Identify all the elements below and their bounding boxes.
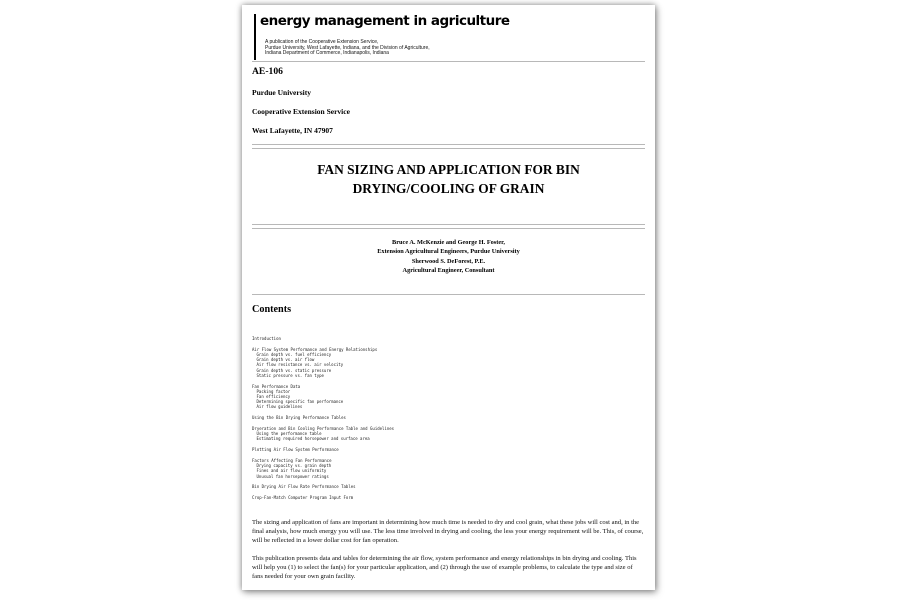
toc-subitem: Static pressure vs. fan type [256,372,324,378]
service-name: Cooperative Extension Service [252,107,350,116]
location: West Lafayette, IN 47907 [252,126,333,135]
toc-subitem: Air flow resistance vs. air velocity [256,362,344,368]
document-title [252,160,645,198]
toc-subitem: Unusual fan horsepower ratings [256,473,329,479]
masthead-sub-line: Purdue University, West Lafayette, Indiana, and the Division of Agriculture, [265,44,430,51]
toc-section [252,495,452,500]
author-line: Agricultural Engineer, Consultant [402,267,495,275]
toc-subitem: Estimating required horsepower and surface area [256,436,370,442]
masthead-title: energy management in agriculture [260,13,510,29]
toc-subitem: Grain depth vs. static pressure [256,367,332,373]
masthead-sub-line: A publication of the Cooperative Extension Service, [265,39,379,45]
body-paragraph: The sizing and application of fans are important in determining how much time is needed to dry and cool grain, what these jobs will cost and, in the final analysis, how much energy you will use. The less time involved in drying and cooling, the less your energy requirement will be. This, of course, will be reflected in a lower dollar cost for fan operation. [252,519,644,545]
author-line: Extension Agricultural Engineers, Purdue University [377,248,520,256]
toc-subitem: Fan efficiency [256,394,291,400]
divider [252,294,645,295]
contents-heading: Contents [252,304,292,315]
masthead [254,14,644,60]
toc-section [252,458,452,479]
author-line: Bruce A. McKenzie and George H. Foster, [392,239,505,246]
toc-section [252,415,452,420]
toc-subitem: Air flow guidelines [256,404,303,410]
toc-section [252,447,452,452]
toc-subitem: Grain depth vs. air flow [256,357,315,363]
toc-section [252,484,452,489]
toc-section-title: Crop-Fan-Match Computer Program Input Form [252,495,354,501]
toc-section-title: Plotting Air Flow System Performance [252,447,339,453]
masthead-subtitle [265,40,430,57]
masthead-sub-line: Indiana Department of Commerce, Indianapolis, Indiana [265,50,389,57]
table-of-contents [252,336,452,506]
toc-subitem: Using the performance table [256,431,322,437]
title-line: DRYING/COOLING OF GRAIN [352,181,545,196]
toc-section-title: Introduction [252,336,281,341]
body-paragraph: This publication presents data and tables for determining the air flow, system performance and energy relationships in bin drying and cooling. This will help you (1) to select the fan(s) for your particular application, and (2) through the use of example problems, to calculate the type and size of fans needed for your own grain facility. [252,555,637,581]
toc-section-title: Factors Affecting Fan Performance [252,458,332,464]
document-id: AE-106 [252,66,283,77]
divider [252,228,645,229]
toc-section-title: Using the Bin Drying Performance Tables [252,415,346,421]
university-name: Purdue University [252,88,311,97]
toc-section [252,384,452,410]
toc-subitem: Grain depth vs. fuel efficiency [256,352,332,357]
masthead-bar [254,14,256,60]
toc-subitem: Drying capacity vs. grain depth [256,463,332,469]
divider [252,61,645,62]
document-page [242,5,655,590]
title-line: FAN SIZING AND APPLICATION FOR BIN [317,162,580,177]
toc-section-title: Bin Drying Air Flow Rate Performance Tables [252,484,356,490]
author-line: Sherwood S. DeForest, P.E. [411,257,486,265]
toc-section-title: Dryeration and Bin Cooling Performance Table and Guidelines [252,426,395,432]
divider [252,148,645,149]
toc-subitem: Packing factor [256,388,291,394]
divider [252,224,645,225]
toc-subitem: Determining specific fan performance [256,399,344,405]
toc-section [252,336,452,341]
toc-section-title: Air Flow System Performance and Energy Relationships [252,346,378,352]
toc-section [252,426,452,442]
author-block [252,238,645,276]
divider [252,144,645,145]
toc-section [252,347,452,378]
toc-subitem: Fines and air flow uniformity [256,468,327,474]
toc-section-title: Fan Performance Data [252,383,301,389]
